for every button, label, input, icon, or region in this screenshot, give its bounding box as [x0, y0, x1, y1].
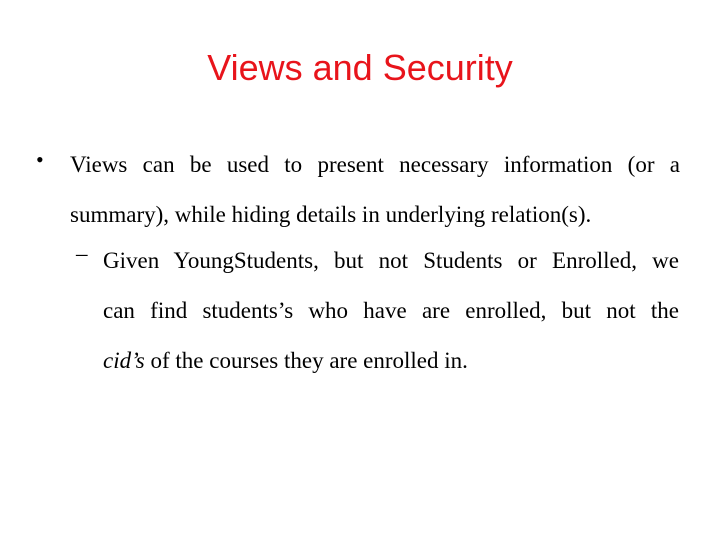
sub-bullet-line-3-rest: of the courses they are enrolled in.: [144, 348, 468, 373]
sub-bullet-marker: –: [76, 241, 88, 266]
bullet-line-2: summary), while hiding details in underlying relation(s).: [70, 202, 592, 227]
cid-italic-term: cid’s: [103, 348, 145, 373]
sub-bullet-line-2: can find students’s who have are enrolled, but not the: [103, 298, 679, 323]
sub-bullet-line-3: [103, 336, 679, 386]
sub-bullet-text: [103, 236, 679, 386]
sub-bullet-line-1: Given YoungStudents, but not Students or Enrolled, we: [103, 248, 679, 273]
bullet-text: [70, 140, 680, 240]
bullet-line-1: Views can be used to present necessary information (or a: [70, 152, 680, 177]
slide-title: Views and Security: [207, 47, 513, 88]
bullet-marker: •: [36, 147, 44, 172]
